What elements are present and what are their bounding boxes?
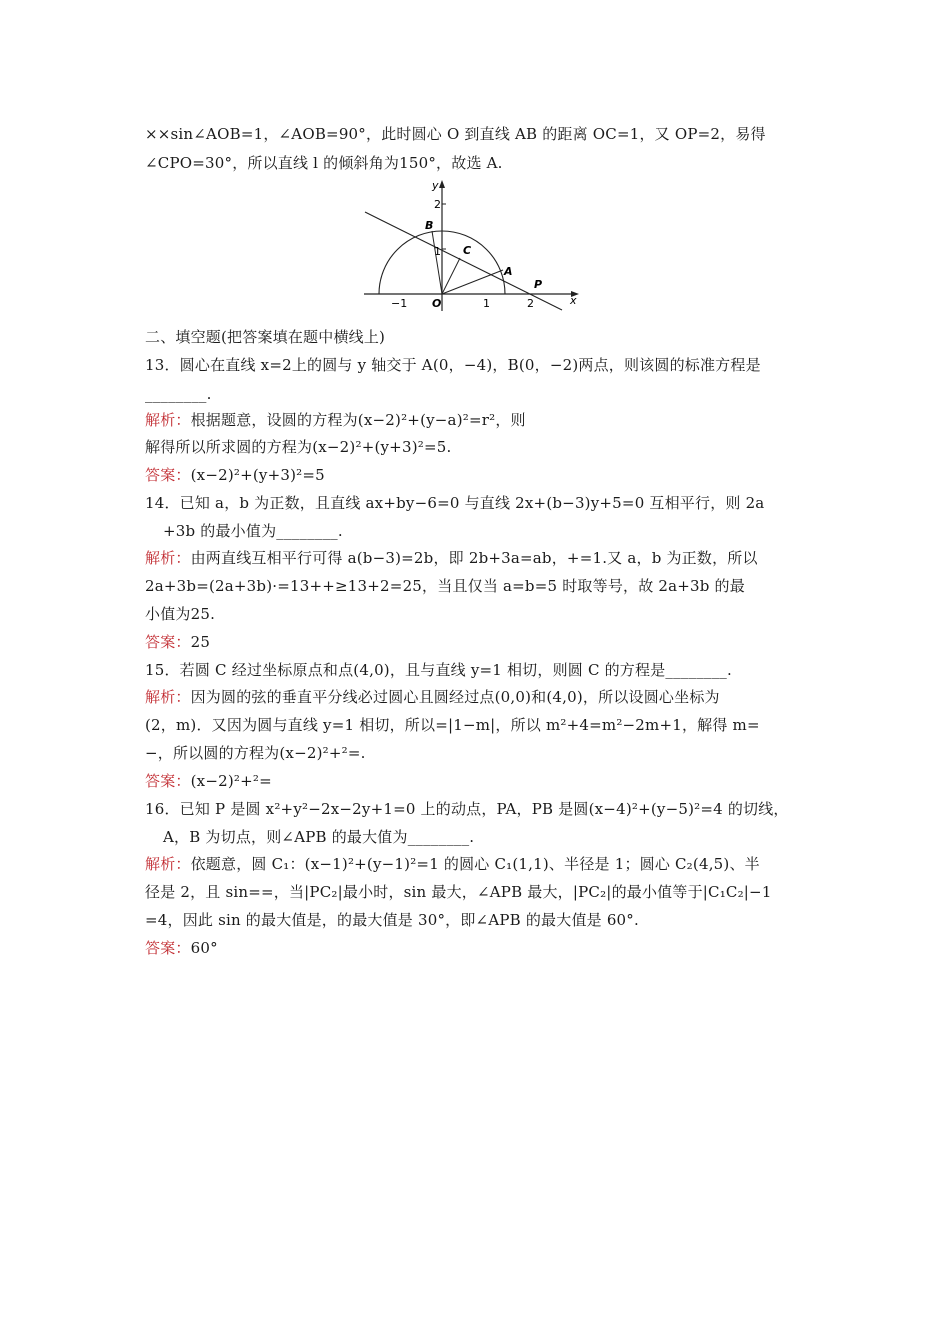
answer-16: 答案：60°	[145, 939, 218, 957]
solution-15-line: 解析：因为圆的弦的垂直平分线必过圆心且圆经过点(0,0)和(4,0)，所以设圆心坐标为	[145, 688, 720, 706]
label-tick-neg1: −1	[391, 297, 408, 310]
solution-label: 解析：	[145, 549, 191, 567]
question-14-cont: +3b 的最小值为________.	[163, 522, 343, 540]
segment-oc	[442, 258, 460, 294]
answer-14: 答案：25	[145, 633, 211, 651]
segment-ob	[432, 231, 442, 294]
question-13-blank: ________.	[145, 385, 212, 403]
label-y-axis: y	[432, 179, 439, 192]
answer-label: 答案：	[145, 939, 191, 957]
solution-16-line: =4，因此 sin 的最大值是，的最大值是 30°，即∠APB 的最大值是 60°.	[145, 911, 639, 929]
question-14: 14．已知 a，b 为正数，且直线 ax+by−6=0 与直线 2x+(b−3)y+5=0 互相平行，则 2a	[145, 494, 765, 512]
label-tick-2x: 2	[527, 297, 534, 310]
solution-15-line: (2，m)．又因为圆与直线 y=1 相切，所以=|1−m|，所以 m²+4=m²−2m+1，解得 m=	[145, 716, 760, 734]
answer-15: 答案：(x−2)²+²=	[145, 772, 272, 790]
solution-label: 解析：	[145, 688, 191, 706]
label-tick-1x: 1	[483, 297, 490, 310]
label-tick-1y: 1	[434, 245, 441, 258]
label-point-c: C	[463, 244, 472, 257]
solution-13-line: 解得所以所求圆的方程为(x−2)²+(y+3)²=5.	[145, 438, 452, 456]
section-heading: 二、填空题(把答案填在题中横线上)	[145, 328, 386, 346]
solution-14-line: 解析：由两直线互相平行可得 a(b−3)=2b，即 2b+3a=ab，+=1.又 a，b 为正数，所以	[145, 549, 758, 567]
segment-oa	[442, 270, 503, 294]
solution-16-line: 径是 2，且 sin==，当|PC₂|最小时，sin 最大，∠APB 最大，|PC₂|的最小值等于|C₁C₂|−1	[145, 883, 772, 901]
question-15: 15．若圆 C 经过坐标原点和点(4,0)，且与直线 y=1 相切，则圆 C 的方程是________.	[145, 661, 732, 679]
line-l	[365, 212, 562, 310]
y-axis-arrow	[439, 180, 445, 188]
solution-14-line: 小值为25.	[145, 605, 216, 623]
question-13: 13．圆心在直线 x=2上的圆与 y 轴交于 A(0，−4)，B(0，−2)两点，则该圆的标准方程是	[145, 356, 761, 374]
question-16-cont: A，B 为切点，则∠APB 的最大值为________.	[163, 828, 475, 846]
answer-label: 答案：	[145, 633, 191, 651]
answer-label: 答案：	[145, 772, 191, 790]
label-tick-2y: 2	[434, 198, 441, 211]
text-line: ××sin∠AOB=1，∠AOB=90°，此时圆心 O 到直线 AB 的距离 OC=1，又 OP=2，易得	[145, 125, 766, 143]
answer-label: 答案：	[145, 466, 191, 484]
label-origin: O	[432, 297, 442, 310]
label-point-a: A	[504, 265, 513, 278]
solution-15-line: −，所以圆的方程为(x−2)²+²=.	[145, 744, 366, 762]
solution-label: 解析：	[145, 411, 191, 429]
solution-label: 解析：	[145, 855, 191, 873]
question-16: 16．已知 P 是圆 x²+y²−2x−2y+1=0 上的动点，PA，PB 是圆(x−4)²+(y−5)²=4 的切线，	[145, 800, 789, 818]
solution-14-line: 2a+3b=(2a+3b)·=13++≥13+2=25，当且仅当 a=b=5 时取等号，故 2a+3b 的最	[145, 577, 745, 595]
answer-13: 答案：(x−2)²+(y+3)²=5	[145, 466, 325, 484]
solution-13-line: 解析：根据题意，设圆的方程为(x−2)²+(y−a)²=r²，则	[145, 411, 526, 429]
label-point-p: P	[534, 278, 543, 291]
circle-figure	[362, 176, 584, 316]
label-point-b: B	[425, 219, 434, 232]
solution-16-line: 解析：依题意，圆 C₁：(x−1)²+(y−1)²=1 的圆心 C₁(1,1)、半径是 1；圆心 C₂(4,5)、半	[145, 855, 760, 873]
label-x-axis: x	[570, 294, 577, 307]
text-line: ∠CPO=30°，所以直线 l 的倾斜角为150°，故选 A.	[145, 154, 503, 172]
